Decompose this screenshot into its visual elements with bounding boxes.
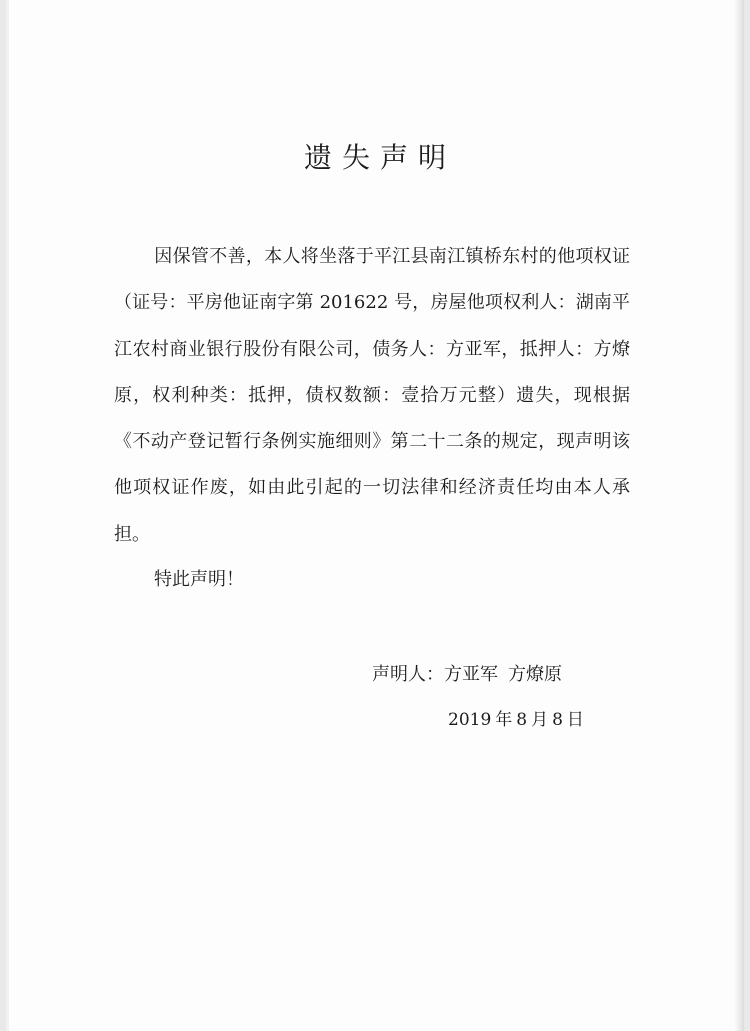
- declaration-body-text: 因保管不善，本人将坐落于平江县南江镇桥东村的他项权证（证号：平房他证南字第 201622 号，房屋他项权利人：湖南平江农村商业银行股份有限公司，债务人：方亚军，抵押人：方燎原，权利种类：抵押，债权数额：壹拾万元整）遗失，现根据《不动产登记暂行条例实施细则》第二十二条的规定，现声明该他项权证作废，如由此引起的一切法律和经济责任均由本人承担。: [114, 246, 630, 545]
- declarant-names: [444, 664, 562, 685]
- document-title: 遗失声明: [303, 141, 456, 174]
- date-year: 2019: [448, 710, 492, 730]
- date-day: 8: [552, 710, 563, 730]
- declarant-label: 声明人：: [372, 664, 444, 685]
- declarant-name: 方燎原: [508, 664, 562, 685]
- document-page: [6, 0, 744, 1031]
- date-month-unit: 月: [531, 710, 549, 730]
- date-month: 8: [516, 710, 528, 730]
- date-year-unit: 年: [495, 710, 513, 730]
- declaration-body: [114, 234, 630, 558]
- declarant-name: 方亚军: [444, 664, 498, 685]
- declaration-date: [448, 705, 584, 735]
- page-right-edge: [734, 0, 744, 1031]
- date-day-unit: 日: [566, 710, 584, 730]
- closing-statement: 特此声明！: [154, 569, 244, 590]
- declarant-line: [372, 660, 562, 690]
